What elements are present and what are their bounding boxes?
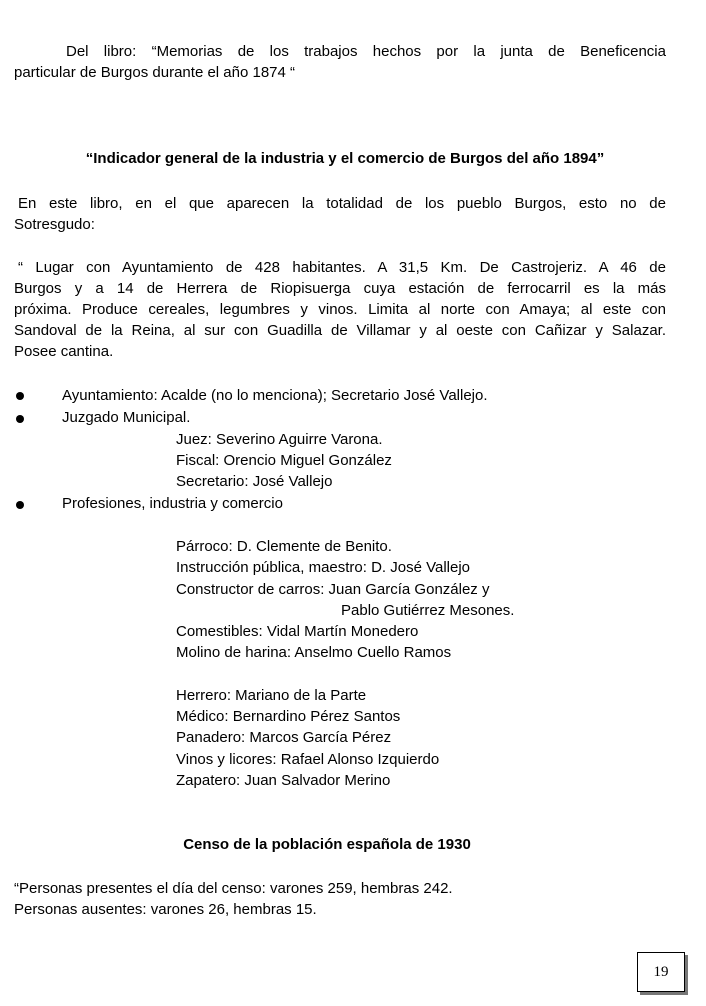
prof-panadero: Panadero: Marcos García Pérez [176,729,392,746]
intro-line-1: Del libro: “Memorias de los trabajos hechos por la junta de Beneficencia [66,43,666,60]
prof-vinos: Vinos y licores: Rafael Alonso Izquierdo [176,751,440,768]
bullet-icon [16,501,24,509]
prof-molino: Molino de harina: Anselmo Cuello Ramos [176,644,452,661]
para2-line-4: Sandoval de la Reina, al sur con Guadilla de Villamar y al oeste con Cañizar y Salazar. [14,322,666,339]
bullet-icon [16,415,24,423]
juzgado-juez: Juez: Severino Aguirre Varona. [176,431,383,448]
para2-line-3: próxima. Produce cereales, legumbres y vinos. Limita al norte con Amaya; al este con [14,301,666,318]
prof-instruccion: Instrucción pública, maestro: D. José Vallejo [176,559,471,576]
prof-medico: Médico: Bernardino Pérez Santos [176,708,401,725]
bullet-profesiones: Profesiones, industria y comercio [62,495,283,512]
para-lugar [14,257,666,362]
para2-line-1: “ Lugar con Ayuntamiento de 428 habitantes. A 31,5 Km. De Castrojeriz. A 46 de [18,259,666,276]
prof-constructor-2: Pablo Gutiérrez Mesones. [341,602,515,619]
bullet-icon [16,392,24,400]
heading-indicador: “Indicador general de la industria y el comercio de Burgos del año 1894” [85,150,605,167]
juzgado-secretario: Secretario: José Vallejo [176,473,333,490]
para1-line-2: Sotresgudo: [14,216,95,233]
para1-line-1: En este libro, en el que aparecen la totalidad de los pueblo Burgos, esto no de [18,195,666,212]
page-number: 19 [637,952,685,992]
prof-comestibles: Comestibles: Vidal Martín Monedero [176,623,419,640]
heading-censo: Censo de la población española de 1930 [183,836,471,853]
censo-presentes: “Personas presentes el día del censo: varones 259, hembras 242. [14,880,453,897]
prof-parroco: Párroco: D. Clemente de Benito. [176,538,392,555]
intro-paragraph [14,41,666,83]
prof-constructor: Constructor de carros: Juan García González y [176,581,490,598]
prof-zapatero: Zapatero: Juan Salvador Merino [176,772,391,789]
intro-line-2: particular de Burgos durante el año 1874 “ [14,64,296,81]
censo-ausentes: Personas ausentes: varones 26, hembras 15. [14,901,317,918]
bullet-juzgado: Juzgado Municipal. [62,409,191,426]
para2-line-2: Burgos y a 14 de Herrera de Riopisuerga cuya estación de ferrocarril es la más [14,280,666,297]
prof-herrero: Herrero: Mariano de la Parte [176,687,367,704]
para-en-este-libro [14,193,666,235]
juzgado-fiscal: Fiscal: Orencio Miguel González [176,452,392,469]
bullet-ayuntamiento: Ayuntamiento: Acalde (no lo menciona); Secretario José Vallejo. [62,387,488,404]
para2-line-5: Posee cantina. [14,343,114,360]
